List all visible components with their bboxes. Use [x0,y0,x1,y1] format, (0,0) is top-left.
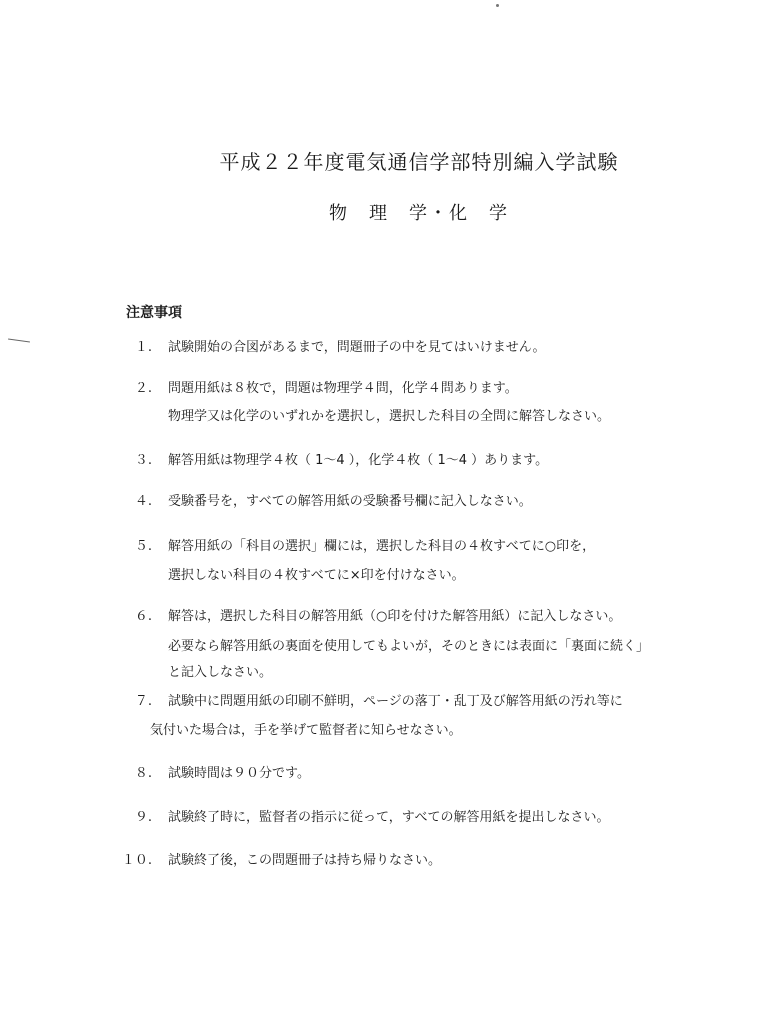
item-line: 解答用紙の「科目の選択」欄には，選択した科目の４枚すべてに○印を， [168,539,596,554]
item-line: 受験番号を，すべての解答用紙の受験番号欄に記入しなさい。 [168,494,532,509]
item-line: 試験終了時に，監督者の指示に従って，すべての解答用紙を提出しなさい。 [168,810,610,825]
item-number: ８. [134,766,152,781]
item-line: 解答用紙は物理学４枚（ 1〜4 ），化学４枚（ 1〜4 ）あります。 [168,453,549,468]
item-line: 選択しない科目の４枚すべてに×印を付けなさい。 [168,568,465,583]
item-line: 物理学又は化学のいずれかを選択し，選択した科目の全問に解答しなさい。 [168,409,611,424]
exam-subject: 物 理 学・化 学 [329,203,509,224]
item-line: 問題用紙は８枚で，問題は物理学４問，化学４問あります。 [168,381,518,396]
item-line: 試験開始の合図があるまで，問題冊子の中を見てはいけません。 [168,340,546,355]
item-number: １. [134,340,152,355]
item-number: ６. [134,609,152,624]
item-number: ５. [134,539,152,554]
item-line: 気付いた場合は，手を挙げて監督者に知らせなさい。 [150,723,462,738]
item-line: 試験中に問題用紙の印刷不鮮明，ページの落丁・乱丁及び解答用紙の汚れ等に [168,694,623,709]
item-number: ７. [134,694,152,709]
item-number: ３. [134,453,152,468]
notes-heading: 注意事項 [126,305,182,321]
scan-mark [8,338,30,342]
item-line: 試験時間は９０分です。 [168,766,310,781]
item-line: 試験終了後，この問題冊子は持ち帰りなさい。 [168,853,442,868]
exam-title: 平成２２年度電気通信学部特別編入学試験 [219,150,619,174]
item-number: １０. [121,853,152,868]
item-line: 解答は，選択した科目の解答用紙（○印を付けた解答用紙）に記入しなさい。 [168,609,622,624]
item-line: 必要なら解答用紙の裏面を使用してもよいが，そのときには表面に「裏面に続く」 [168,639,650,654]
item-number: ４. [134,494,152,509]
item-number: ９. [134,810,152,825]
item-number: ２. [134,381,152,396]
scan-speck [496,4,499,7]
item-line: と記入しなさい。 [168,665,273,680]
